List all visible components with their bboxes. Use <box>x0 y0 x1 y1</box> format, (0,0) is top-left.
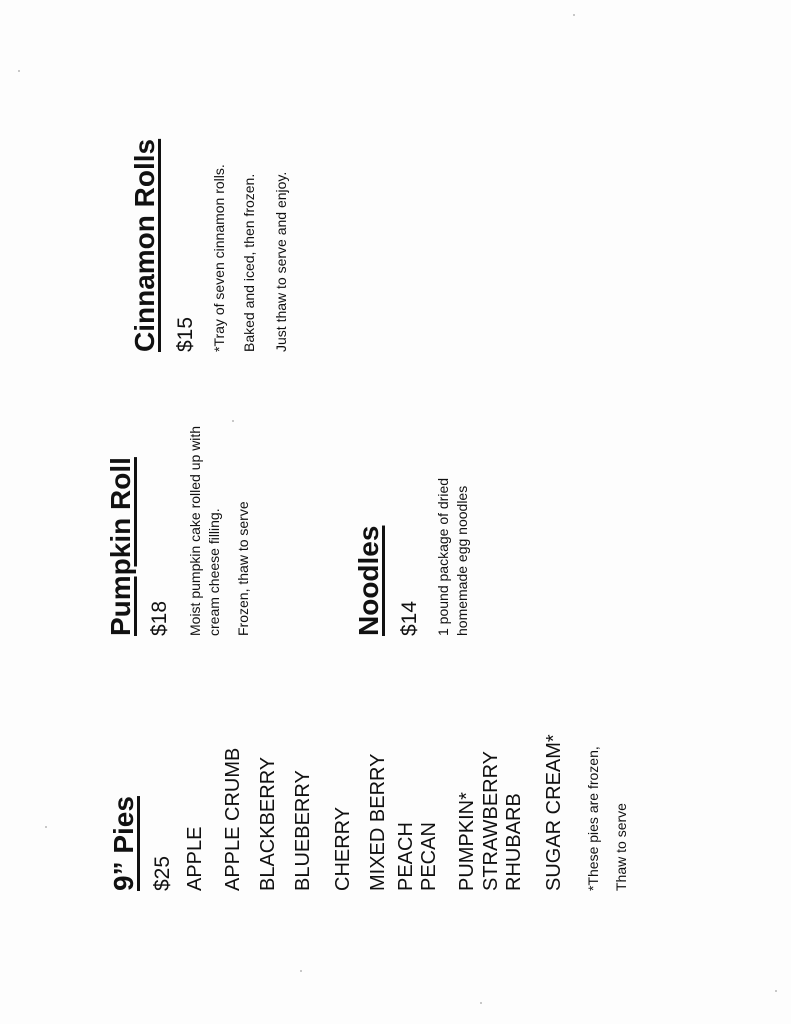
pumpkin-roll-desc-line2: cream cheese filling. <box>206 508 222 636</box>
pie-item: BLUEBERRY <box>292 770 314 891</box>
noodles-desc-line1: 1 pound package of dried <box>435 477 451 636</box>
pies-title: 9” Pies <box>108 796 139 891</box>
cinnamon-rolls-desc-line1: *Tray of seven cinnamon rolls. <box>211 164 227 352</box>
pie-item: APPLE CRUMB <box>222 747 244 891</box>
noodles-price: $14 <box>398 600 421 636</box>
pie-item: RHUBARB <box>503 793 525 891</box>
pie-item: CHERRY <box>332 806 354 891</box>
pie-item: PECAN <box>418 822 440 891</box>
pie-item: BLACKBERRY <box>257 756 279 891</box>
noodles-title: Noodles <box>353 525 384 636</box>
pies-note-line2: Thaw to serve <box>613 803 629 891</box>
pie-item: PUMPKIN* <box>456 792 478 891</box>
cinnamon-rolls-desc-line2: Baked and iced, then frozen. <box>241 173 257 352</box>
noodles-desc-line2: homemade egg noodles <box>454 485 470 636</box>
pie-item: STRAWBERRY <box>480 750 502 891</box>
pie-item: PEACH <box>395 822 417 891</box>
pie-item: MIXED BERRY <box>367 753 389 891</box>
pies-note-line1: *These pies are frozen, <box>585 746 601 891</box>
cinnamon-rolls-desc-line3: Just thaw to serve and enjoy. <box>273 171 289 352</box>
cinnamon-rolls-price: $15 <box>174 316 197 352</box>
pumpkin-roll-title: Pumpkin Roll <box>105 457 136 636</box>
pumpkin-roll-desc-line3: Frozen, thaw to serve <box>235 501 251 636</box>
cinnamon-rolls-title: Cinnamon Rolls <box>129 138 160 352</box>
pie-item: APPLE <box>184 826 206 891</box>
pies-price: $25 <box>151 855 174 891</box>
pumpkin-roll-desc-line1: Moist pumpkin cake rolled up with <box>187 425 203 636</box>
pumpkin-roll-price: $18 <box>148 600 171 636</box>
pie-item: SUGAR CREAM* <box>543 734 565 891</box>
